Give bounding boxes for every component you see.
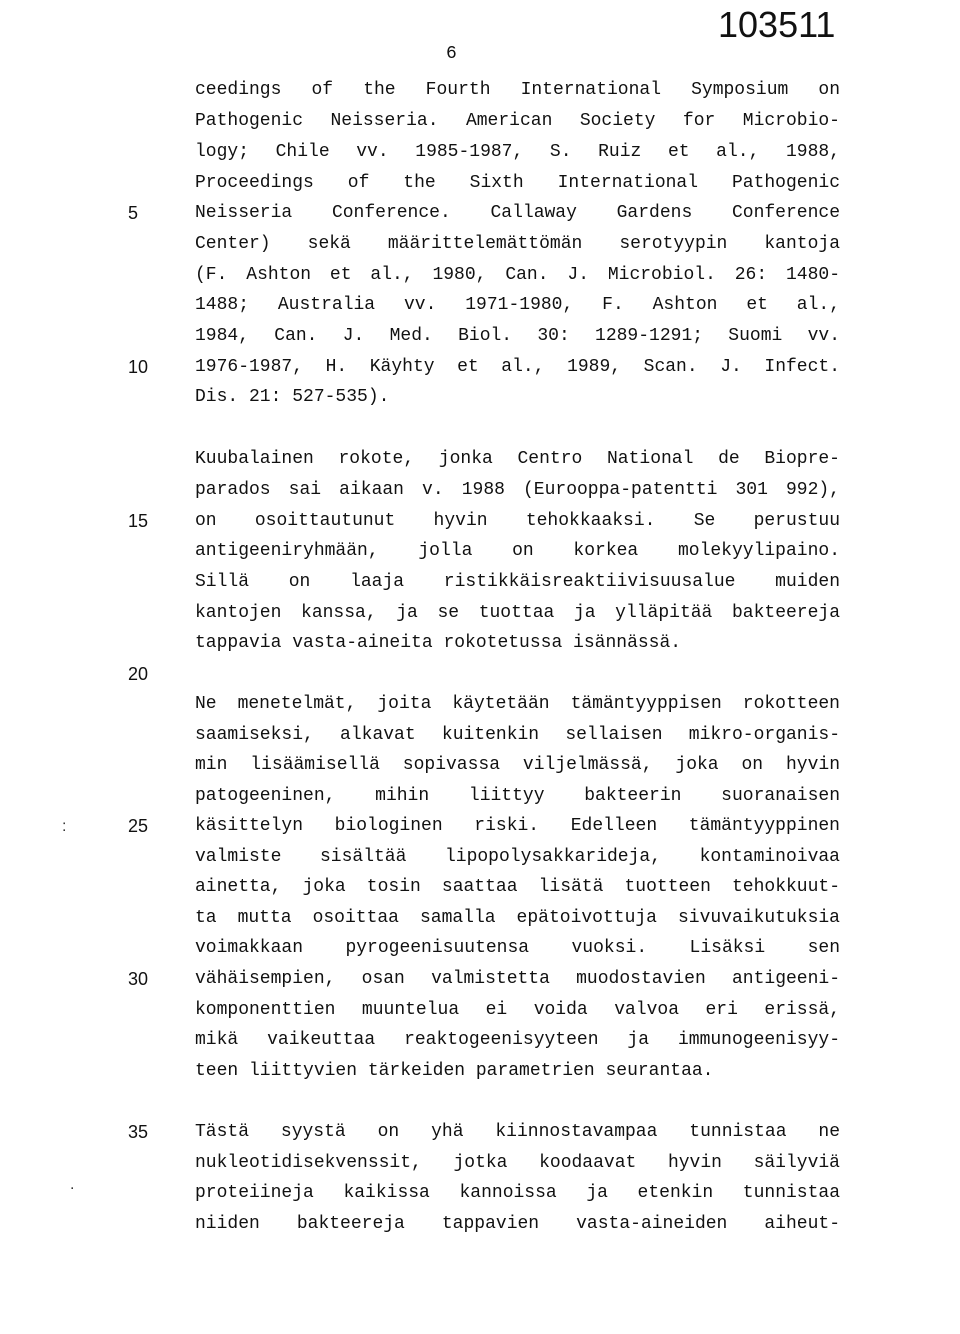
text-line: parados sai aikaan v. 1988 (Eurooppa-patentti 301 992), xyxy=(195,480,840,500)
line-number-5: 5 xyxy=(128,203,139,223)
text-line: tappavia vasta-aineita rokotetussa isännässä. xyxy=(195,633,682,653)
scan-mark-dot: . xyxy=(70,1176,75,1193)
text-line: 1976-1987, H. Käyhty et al., 1989, Scan. J. Infect. xyxy=(195,357,840,377)
text-line: on osoittautunut hyvin tehokkaaksi. Se perustuu xyxy=(195,511,840,531)
document-number: 103511 xyxy=(718,4,836,45)
text-line: Pathogenic Neisseria. American Society for Microbio- xyxy=(195,111,840,131)
text-line: komponenttien muuntelua ei voida valvoa eri erissä, xyxy=(195,1000,840,1020)
text-line: Neisseria Conference. Callaway Gardens Conference xyxy=(195,203,840,223)
text-line: 1488; Australia vv. 1971-1980, F. Ashton et al., xyxy=(195,295,840,315)
text-line: Tästä syystä on yhä kiinnostavampaa tunnistaa ne xyxy=(195,1122,840,1142)
line-number-30: 30 xyxy=(128,969,149,989)
text-line: mikä vaikeuttaa reaktogeenisyyteen ja immunogeenisyy- xyxy=(195,1030,840,1050)
line-number-35: 35 xyxy=(128,1122,149,1142)
text-line: Proceedings of the Sixth International Pathogenic xyxy=(195,173,840,193)
text-line: vähäisempien, osan valmistetta muodostavien antigeeni- xyxy=(195,969,840,989)
text-line: ainetta, joka tosin saattaa lisätä tuotteen tehokkuut- xyxy=(195,877,840,897)
text-line: patogeeninen, mihin liittyy bakteerin suoranaisen xyxy=(195,786,840,806)
page-number: 6 xyxy=(446,44,457,64)
text-line: ta mutta osoittaa samalla epätoivottuja sivuvaikutuksia xyxy=(195,908,840,928)
text-line: niiden bakteereja tappavien vasta-aineiden aiheut- xyxy=(195,1214,840,1234)
text-line: nukleotidisekvenssit, jotka koodaavat hyvin säilyviä xyxy=(195,1153,840,1173)
text-line: kantojen kanssa, ja se tuottaa ja ylläpitää bakteereja xyxy=(195,603,840,623)
text-line: proteiineja kaikissa kannoissa ja etenkin tunnistaa xyxy=(195,1183,840,1203)
text-line: valmiste sisältää lipopolysakkarideja, kontaminoivaa xyxy=(195,847,840,867)
scan-mark-colon: : xyxy=(62,818,67,835)
text-line: käsittelyn biologinen riski. Edelleen tämäntyyppinen xyxy=(195,816,840,836)
text-line: Dis. 21: 527-535). xyxy=(195,387,390,407)
text-line: Ne menetelmät, joita käytetään tämäntyyppisen rokotteen xyxy=(195,694,840,714)
text-line: Center) sekä määrittelemättömän serotyypin kantoja xyxy=(195,234,840,254)
text-line: Kuubalainen rokote, jonka Centro National de Biopre- xyxy=(195,449,840,469)
line-number-20: 20 xyxy=(128,664,149,684)
text-line: min lisäämisellä sopivassa viljelmässä, joka on hyvin xyxy=(195,755,840,775)
text-line: 1984, Can. J. Med. Biol. 30: 1289-1291; Suomi vv. xyxy=(195,326,840,346)
text-line: Sillä on laaja ristikkäisreaktiivisuusalue muiden xyxy=(195,572,840,592)
text-line: teen liittyvien tärkeiden parametrien seurantaa. xyxy=(195,1061,714,1081)
line-number-10: 10 xyxy=(128,357,149,377)
text-line: antigeeniryhmään, jolla on korkea molekyylipaino. xyxy=(195,541,840,561)
text-line: voimakkaan pyrogeenisuutensa vuoksi. Lisäksi sen xyxy=(195,938,840,958)
text-line: (F. Ashton et al., 1980, Can. J. Microbiol. 26: 1480- xyxy=(195,265,840,285)
line-number-25: 25 xyxy=(128,816,149,836)
text-line: ceedings of the Fourth International Symposium on xyxy=(195,80,840,100)
text-line: saamiseksi, alkavat kuitenkin sellaisen mikro-organis- xyxy=(195,725,840,745)
text-line: logy; Chile vv. 1985-1987, S. Ruiz et al., 1988, xyxy=(195,142,840,162)
line-number-15: 15 xyxy=(128,511,149,531)
